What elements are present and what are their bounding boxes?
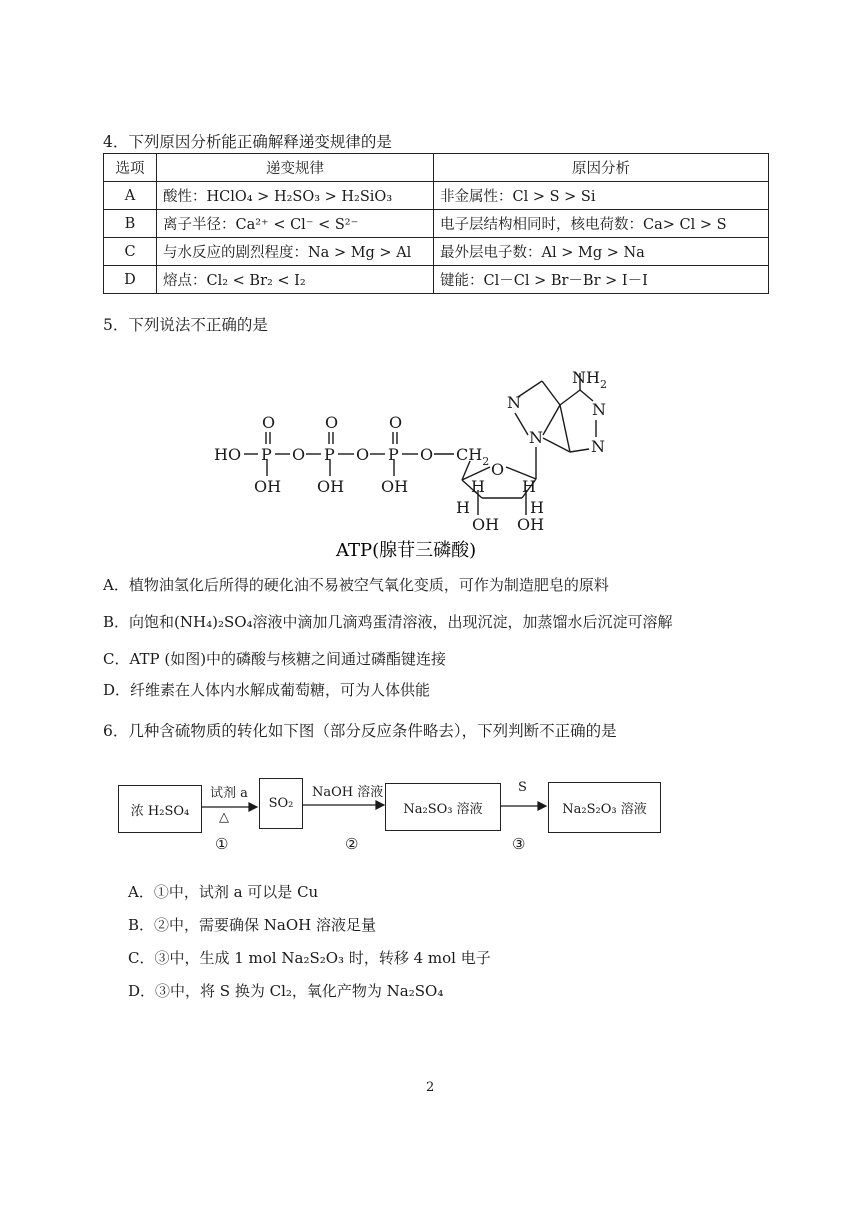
row-reason: 键能：Cl－Cl > Br－Br > I－I xyxy=(434,266,769,294)
p3-oh: OH xyxy=(381,477,409,496)
q6-option-b: B．②中，需要确保 NaOH 溶液足量 xyxy=(128,916,377,934)
atp-structure-figure xyxy=(200,355,630,565)
flow-box-so2: SO₂ xyxy=(259,778,303,829)
arrow1-reagent: 试剂 a xyxy=(210,786,248,801)
q5-stem: 5．下列说法不正确的是 xyxy=(103,316,268,334)
o2-label: O xyxy=(356,445,370,464)
ribose-h2: H xyxy=(456,498,470,517)
arrow1-heat: △ xyxy=(219,810,229,825)
adenine-n1: N xyxy=(592,400,606,419)
step-3-marker: ③ xyxy=(512,835,526,853)
table-row xyxy=(104,210,769,238)
q5-option-c: C．ATP (如图)中的磷酸与核糖之间通过磷酯键连接 xyxy=(103,650,447,668)
adenine-nh2: $NH_2$ xyxy=(572,368,607,391)
header-law: 递变规律 xyxy=(157,154,434,182)
p2-oh: OH xyxy=(317,477,345,496)
row-reason: 电子层结构相同时，核电荷数：Ca> Cl > S xyxy=(434,210,769,238)
row-reason: 非金属性：Cl > S > Si xyxy=(434,182,769,210)
o1-label: O xyxy=(292,445,306,464)
ribose-h4: H xyxy=(530,498,544,517)
table-row xyxy=(104,238,769,266)
row-option: C xyxy=(104,238,157,266)
header-option: 选项 xyxy=(104,154,157,182)
page-number: 2 xyxy=(426,1080,435,1095)
row-option: A xyxy=(104,182,157,210)
ho-label: HO xyxy=(214,445,242,464)
row-option: B xyxy=(104,210,157,238)
ribose-o: O xyxy=(491,460,505,479)
ribose-h1: H xyxy=(471,477,485,496)
row-law: 离子半径：Ca²⁺ < Cl⁻ < S²⁻ xyxy=(157,210,434,238)
ribose-h3: H xyxy=(522,477,536,496)
step-2-marker: ② xyxy=(345,835,359,853)
table-header-row xyxy=(104,154,769,182)
ribose-oh1: OH xyxy=(472,515,500,534)
p1-top-o: O xyxy=(262,413,276,432)
q5-option-a: A．植物油氢化后所得的硬化油不易被空气氧化变质，可作为制造肥皂的原料 xyxy=(103,576,609,594)
ch2-label: $CH_2$ xyxy=(456,445,490,468)
q6-option-a: A．①中，试剂 a 可以是 Cu xyxy=(128,883,319,901)
q6-stem: 6．几种含硫物质的转化如下图（部分反应条件略去），下列判断不正确的是 xyxy=(103,722,617,740)
p3-label: P xyxy=(388,445,399,464)
arrow3-reagent: S xyxy=(518,780,527,795)
table-row xyxy=(104,182,769,210)
row-law: 酸性：HClO₄ > H₂SO₃ > H₂SiO₃ xyxy=(157,182,434,210)
q4-stem: 4．下列原因分析能正确解释递变规律的是 xyxy=(103,133,392,151)
p3-top-o: O xyxy=(389,413,403,432)
adenine-n3: N xyxy=(591,437,605,456)
row-law: 与水反应的剧烈程度：Na > Mg > Al xyxy=(157,238,434,266)
o3-label: O xyxy=(420,445,434,464)
q5-option-b: B．向饱和(NH₄)₂SO₄溶液中滴加几滴鸡蛋清溶液，出现沉淀，加蒸馏水后沉淀可溶解 xyxy=(103,613,673,631)
q5-option-d: D．纤维素在人体内水解成葡萄糖，可为人体供能 xyxy=(103,681,431,699)
p1-label: P xyxy=(261,445,272,464)
p2-top-o: O xyxy=(325,413,339,432)
p1-oh: OH xyxy=(254,477,282,496)
flow-box-na2so3: Na₂SO₃ 溶液 xyxy=(385,783,501,831)
q4-table xyxy=(103,153,769,294)
atp-caption: ATP(腺苷三磷酸) xyxy=(336,540,477,561)
arrow2-reagent: NaOH 溶液 xyxy=(312,785,384,800)
p2-label: P xyxy=(324,445,335,464)
row-reason: 最外层电子数：Al > Mg > Na xyxy=(434,238,769,266)
adenine-n7: N xyxy=(507,393,521,412)
table-row xyxy=(104,266,769,294)
flow-box-conc-h2so4: 浓 H₂SO₄ xyxy=(118,785,202,833)
q6-option-c: C．③中，生成 1 mol Na₂S₂O₃ 时，转移 4 mol 电子 xyxy=(128,949,491,967)
bond-lines xyxy=(244,373,596,515)
header-reason: 原因分析 xyxy=(434,154,769,182)
flow-box-na2s2o3: Na₂S₂O₃ 溶液 xyxy=(548,782,661,833)
adenine-n9: N xyxy=(529,428,543,447)
step-1-marker: ① xyxy=(215,835,229,853)
row-option: D xyxy=(104,266,157,294)
q6-option-d: D．③中，将 S 换为 Cl₂，氧化产物为 Na₂SO₄ xyxy=(128,982,444,1000)
ribose-oh2: OH xyxy=(517,515,545,534)
row-law: 熔点：Cl₂ < Br₂ < I₂ xyxy=(157,266,434,294)
